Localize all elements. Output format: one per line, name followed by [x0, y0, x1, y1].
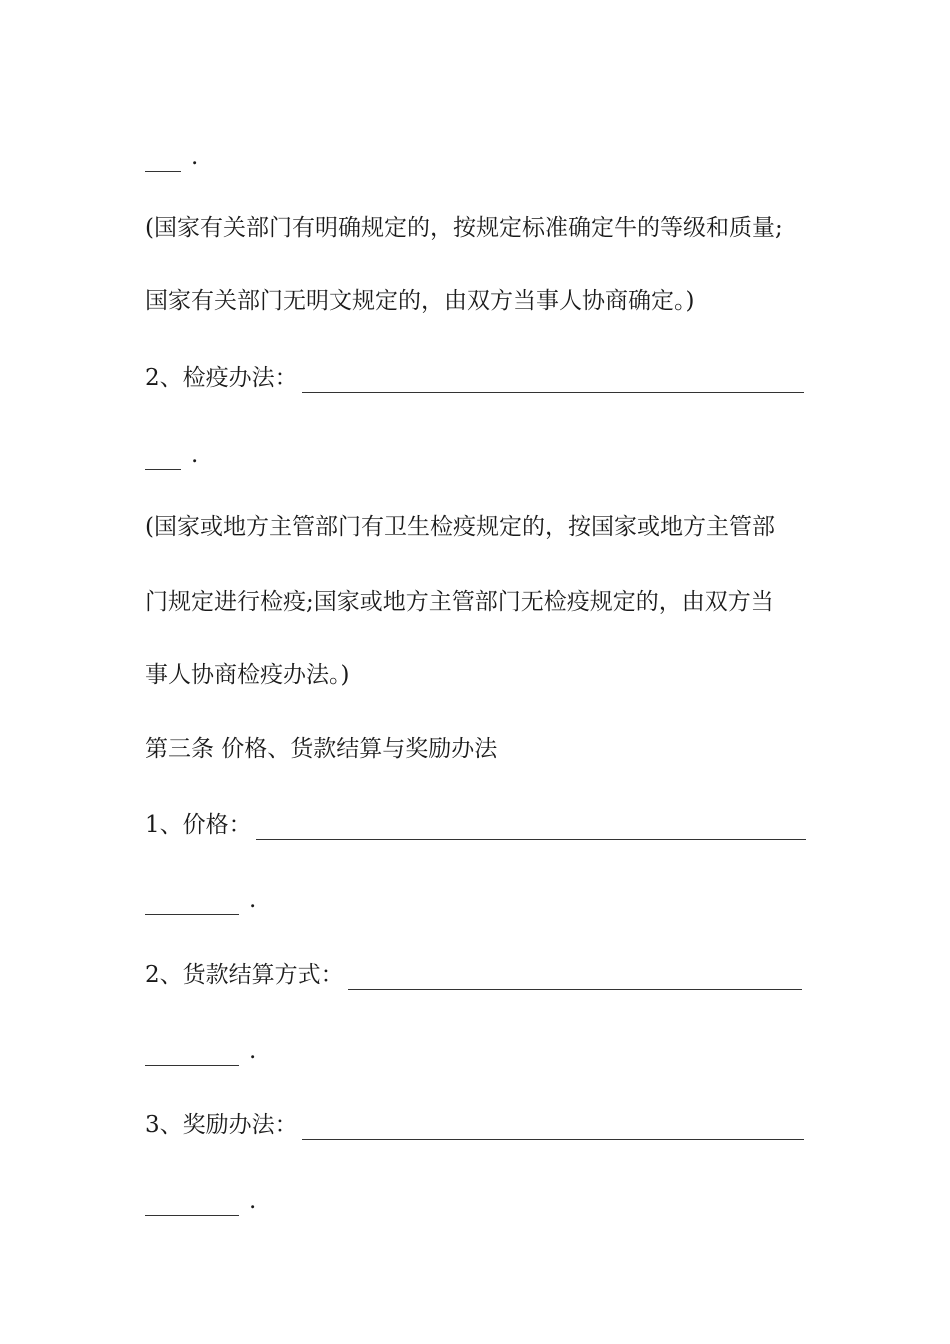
paragraph-line: 事人协商检疫办法。)	[145, 662, 350, 688]
line-end-dot: .	[191, 144, 199, 170]
field-label: 1、价格：	[145, 812, 252, 838]
blank-continuation	[145, 885, 256, 915]
line-end-dot: .	[249, 1038, 257, 1064]
blank-line	[145, 1043, 239, 1066]
line-end-dot: .	[249, 887, 257, 913]
blank-line	[256, 817, 806, 840]
blank-line	[145, 447, 181, 470]
blank-continuation	[145, 1186, 256, 1216]
blank-line	[145, 892, 239, 915]
paragraph-line: (国家或地方主管部门有卫生检疫规定的，按国家或地方主管部	[145, 514, 775, 540]
field-price	[145, 810, 806, 840]
field-payment-settlement	[145, 960, 802, 990]
blank-continuation	[145, 1036, 256, 1066]
blank-line	[145, 149, 181, 172]
line-end-dot: .	[249, 1188, 257, 1214]
field-label: 3、奖励办法：	[145, 1112, 298, 1138]
blank-line	[302, 370, 804, 393]
paragraph-line: 门规定进行检疫;国家或地方主管部门无检疫规定的，由双方当	[145, 589, 774, 615]
line-end-dot: .	[191, 442, 199, 468]
paragraph-line: (国家有关部门有明确规定的，按规定标准确定牛的等级和质量;	[145, 215, 783, 241]
blank-line	[348, 967, 802, 990]
blank-continuation	[145, 440, 198, 470]
blank-line	[302, 1117, 804, 1140]
field-reward-method	[145, 1110, 804, 1140]
field-label: 2、检疫办法：	[145, 365, 298, 391]
blank-line	[145, 1193, 239, 1216]
section-heading: 第三条 价格、货款结算与奖励办法	[145, 736, 498, 762]
paragraph-line: 国家有关部门无明文规定的，由双方当事人协商确定。)	[145, 288, 695, 314]
field-label: 2、货款结算方式：	[145, 962, 344, 988]
blank-continuation	[145, 142, 198, 172]
field-quarantine-method	[145, 363, 804, 393]
